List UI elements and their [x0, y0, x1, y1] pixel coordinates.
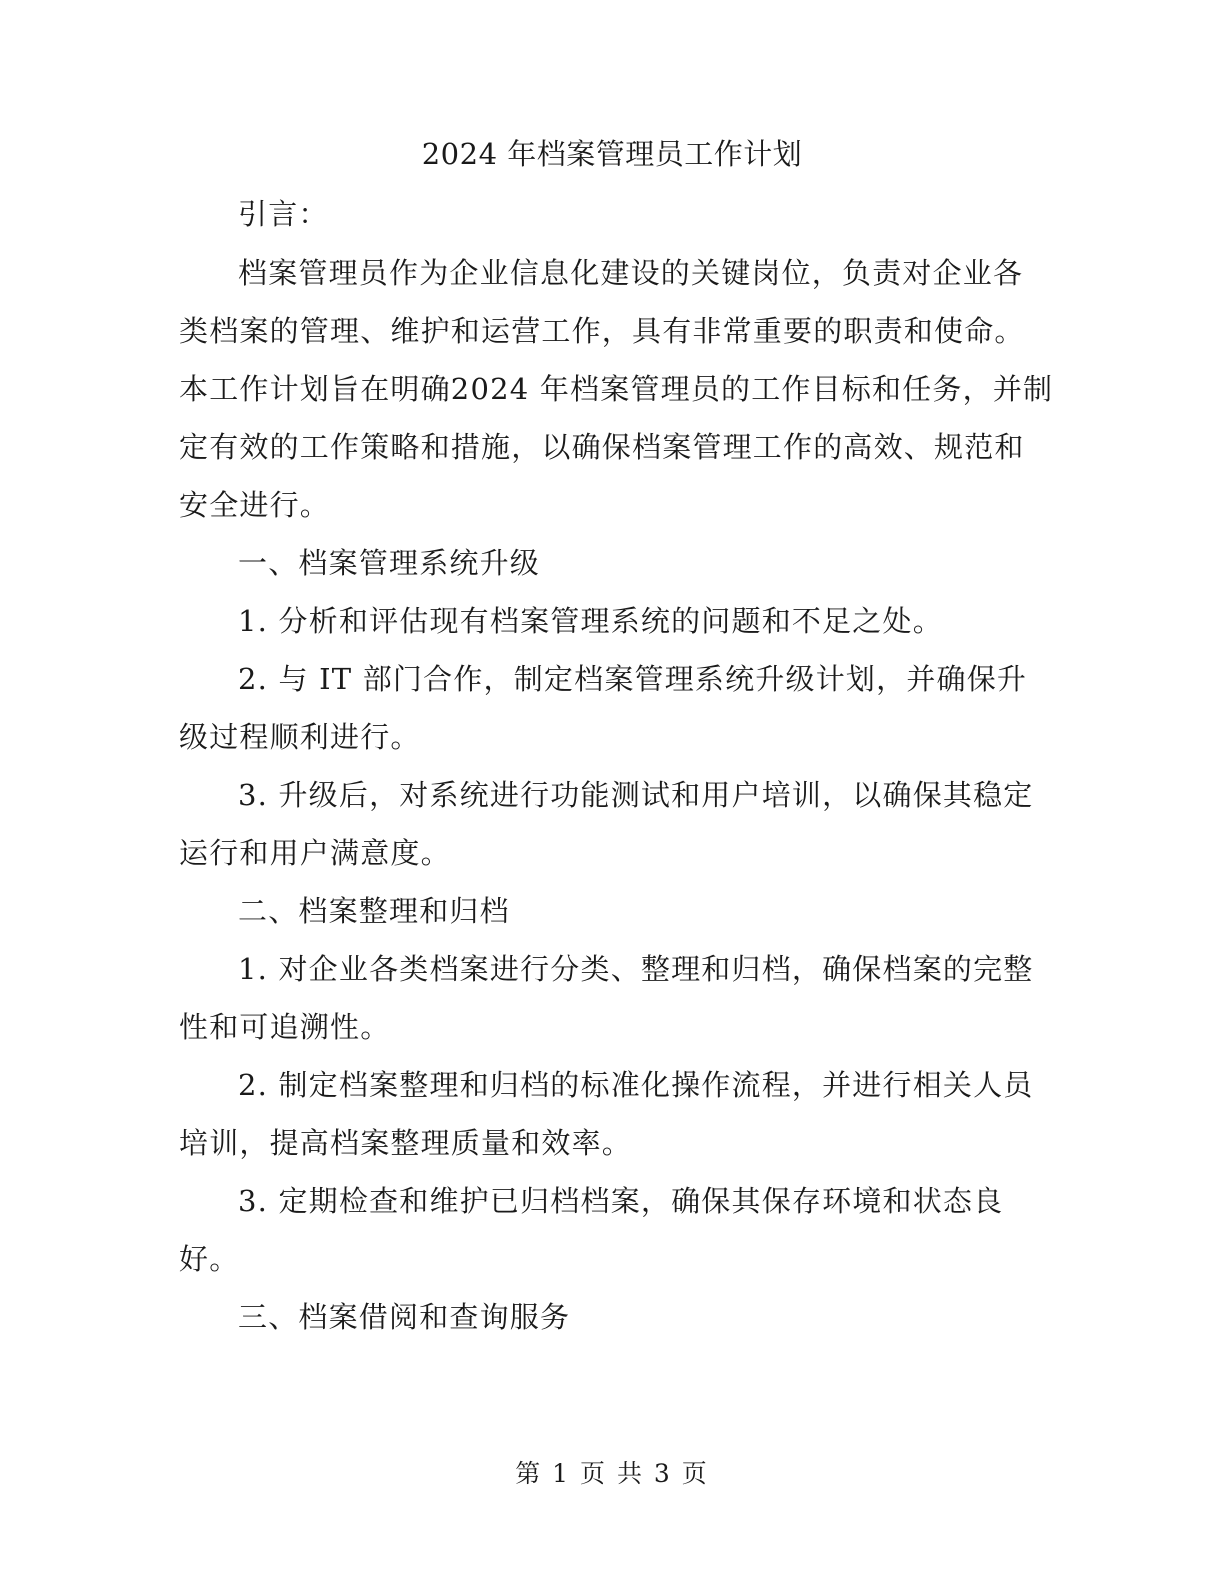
paragraph-line: 档案管理员作为企业信息化建设的关键岗位，负责对企业各 [238, 256, 1024, 290]
document-title: 2024 年档案管理员工作计划 [421, 137, 803, 171]
list-item: 2. 与 IT 部门合作，制定档案管理系统升级计划，并确保升 [238, 662, 1028, 696]
list-item: 3. 升级后，对系统进行功能测试和用户培训，以确保其稳定 [238, 778, 1034, 812]
list-item-continuation: 运行和用户满意度。 [179, 836, 451, 870]
list-item: 1. 对企业各类档案进行分类、整理和归档，确保档案的完整 [238, 952, 1034, 986]
paragraph-line: 本工作计划旨在明确2024 年档案管理员的工作目标和任务，并制 [179, 372, 1054, 406]
section-heading: 一、档案管理系统升级 [238, 546, 541, 580]
paragraph-line: 定有效的工作策略和措施，以确保档案管理工作的高效、规范和 [179, 430, 1025, 464]
list-item-continuation: 级过程顺利进行。 [179, 720, 421, 754]
page-number-footer: 第 1 页 共 3 页 [515, 1459, 709, 1488]
section-heading: 二、档案整理和归档 [238, 894, 510, 928]
list-item-continuation: 性和可追溯性。 [179, 1010, 391, 1044]
list-item: 1. 分析和评估现有档案管理系统的问题和不足之处。 [238, 604, 943, 638]
section-heading: 三、档案借阅和查询服务 [238, 1300, 571, 1334]
list-item-continuation: 培训，提高档案整理质量和效率。 [179, 1126, 633, 1160]
paragraph-line: 安全进行。 [179, 488, 331, 522]
list-item: 3. 定期检查和维护已归档档案，确保其保存环境和状态良 [238, 1184, 1004, 1218]
paragraph-line: 类档案的管理、维护和运营工作，具有非常重要的职责和使命。 [179, 314, 1025, 348]
list-item-continuation: 好。 [179, 1242, 240, 1276]
list-item: 2. 制定档案整理和归档的标准化操作流程，并进行相关人员 [238, 1068, 1034, 1102]
intro-heading: 引言： [238, 197, 329, 231]
